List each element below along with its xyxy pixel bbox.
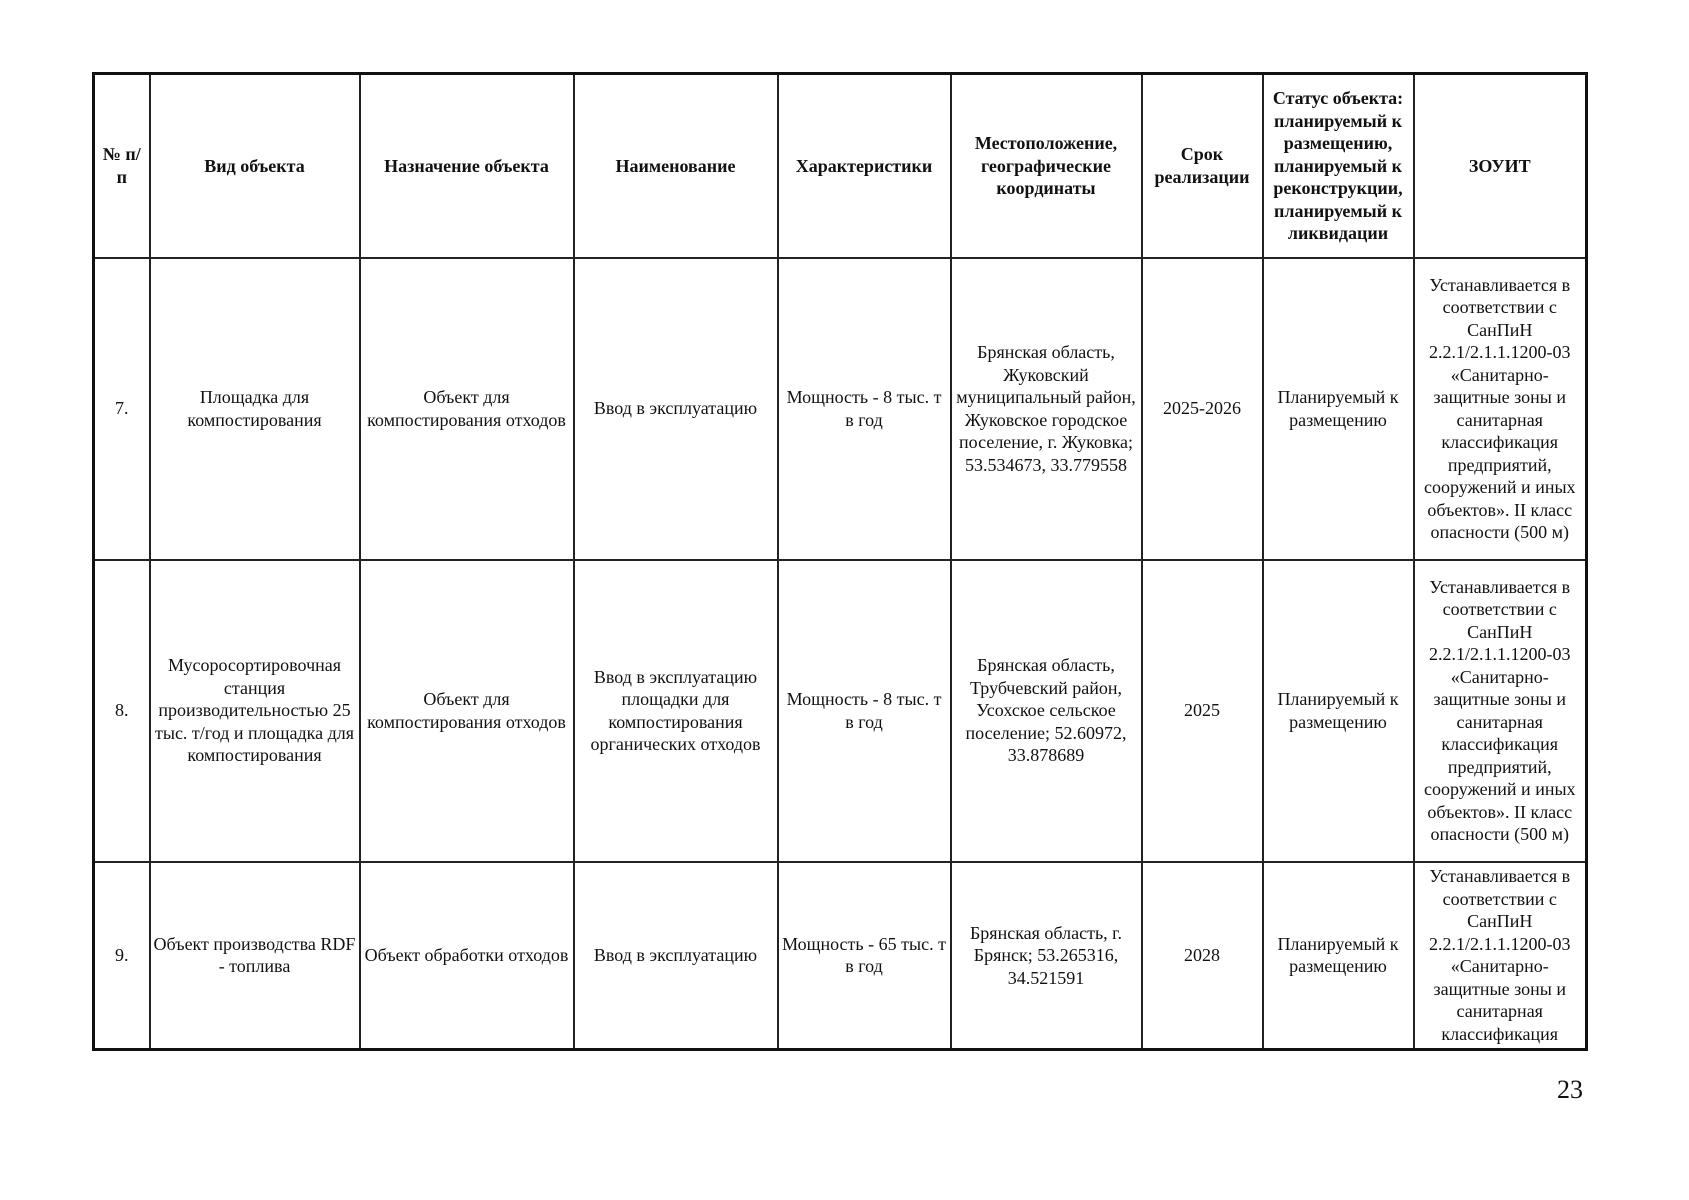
cell-name: Ввод в эксплуатацию xyxy=(574,862,778,1050)
cell-name: Ввод в эксплуатацию площадки для компостирования органических отходов xyxy=(574,560,778,862)
header-kind: Вид объекта xyxy=(150,74,360,258)
cell-kind: Площадка для компостирования xyxy=(150,258,360,560)
cell-num: 8. xyxy=(94,560,150,862)
cell-zouit: Устанавливается в соответствии с СанПиН 2.2.1/2.1.1.1200-03 «Санитарно-защитные зоны и санитарная классификация xyxy=(1414,862,1587,1050)
header-num: № п/п xyxy=(94,74,150,258)
cell-term: 2025-2026 xyxy=(1142,258,1263,560)
cell-characteristics: Мощность - 8 тыс. т в год xyxy=(778,258,951,560)
cell-term: 2028 xyxy=(1142,862,1263,1050)
cell-location: Брянская область, Жуковский муниципальный район, Жуковское городское поселение, г. Жуковка; 53.534673, 33.779558 xyxy=(951,258,1142,560)
table-header-row xyxy=(94,74,1587,258)
cell-name: Ввод в эксплуатацию xyxy=(574,258,778,560)
cell-kind: Мусоросортировочная станция производительностью 25 тыс. т/год и площадка для компостирования xyxy=(150,560,360,862)
header-characteristics: Характеристики xyxy=(778,74,951,258)
cell-status: Планируемый к размещению xyxy=(1263,862,1414,1050)
cell-kind: Объект производства RDF - топлива xyxy=(150,862,360,1050)
cell-location: Брянская область, г. Брянск; 53.265316, 34.521591 xyxy=(951,862,1142,1050)
cell-zouit: Устанавливается в соответствии с СанПиН 2.2.1/2.1.1.1200-03 «Санитарно-защитные зоны и санитарная классификация предприятий, сооружений и иных объектов». II класс опасности (500 м) xyxy=(1414,560,1587,862)
cell-purpose: Объект для компостирования отходов xyxy=(360,258,574,560)
cell-status: Планируемый к размещению xyxy=(1263,560,1414,862)
header-term: Срок реализации xyxy=(1142,74,1263,258)
cell-status: Планируемый к размещению xyxy=(1263,258,1414,560)
cell-location: Брянская область, Трубчевский район, Усохское сельское поселение; 52.60972, 33.878689 xyxy=(951,560,1142,862)
header-name: Наименование xyxy=(574,74,778,258)
header-status: Статус объекта: планируемый к размещению, планируемый к реконструкции, планируемый к ликвидации xyxy=(1263,74,1414,258)
cell-characteristics: Мощность - 65 тыс. т в год xyxy=(778,862,951,1050)
page-number: 23 xyxy=(1557,1075,1583,1104)
planned-objects-table xyxy=(92,72,1588,1051)
header-zouit: ЗОУИТ xyxy=(1414,74,1587,258)
table-row xyxy=(94,862,1587,1050)
cell-purpose: Объект обработки отходов xyxy=(360,862,574,1050)
cell-num: 7. xyxy=(94,258,150,560)
cell-num: 9. xyxy=(94,862,150,1050)
header-purpose: Назначение объекта xyxy=(360,74,574,258)
cell-zouit: Устанавливается в соответствии с СанПиН 2.2.1/2.1.1.1200-03 «Санитарно-защитные зоны и санитарная классификация предприятий, сооружений и иных объектов». II класс опасности (500 м) xyxy=(1414,258,1587,560)
table-row xyxy=(94,560,1587,862)
cell-term: 2025 xyxy=(1142,560,1263,862)
header-location: Местоположение, географические координаты xyxy=(951,74,1142,258)
table-row xyxy=(94,258,1587,560)
cell-purpose: Объект для компостирования отходов xyxy=(360,560,574,862)
cell-characteristics: Мощность - 8 тыс. т в год xyxy=(778,560,951,862)
